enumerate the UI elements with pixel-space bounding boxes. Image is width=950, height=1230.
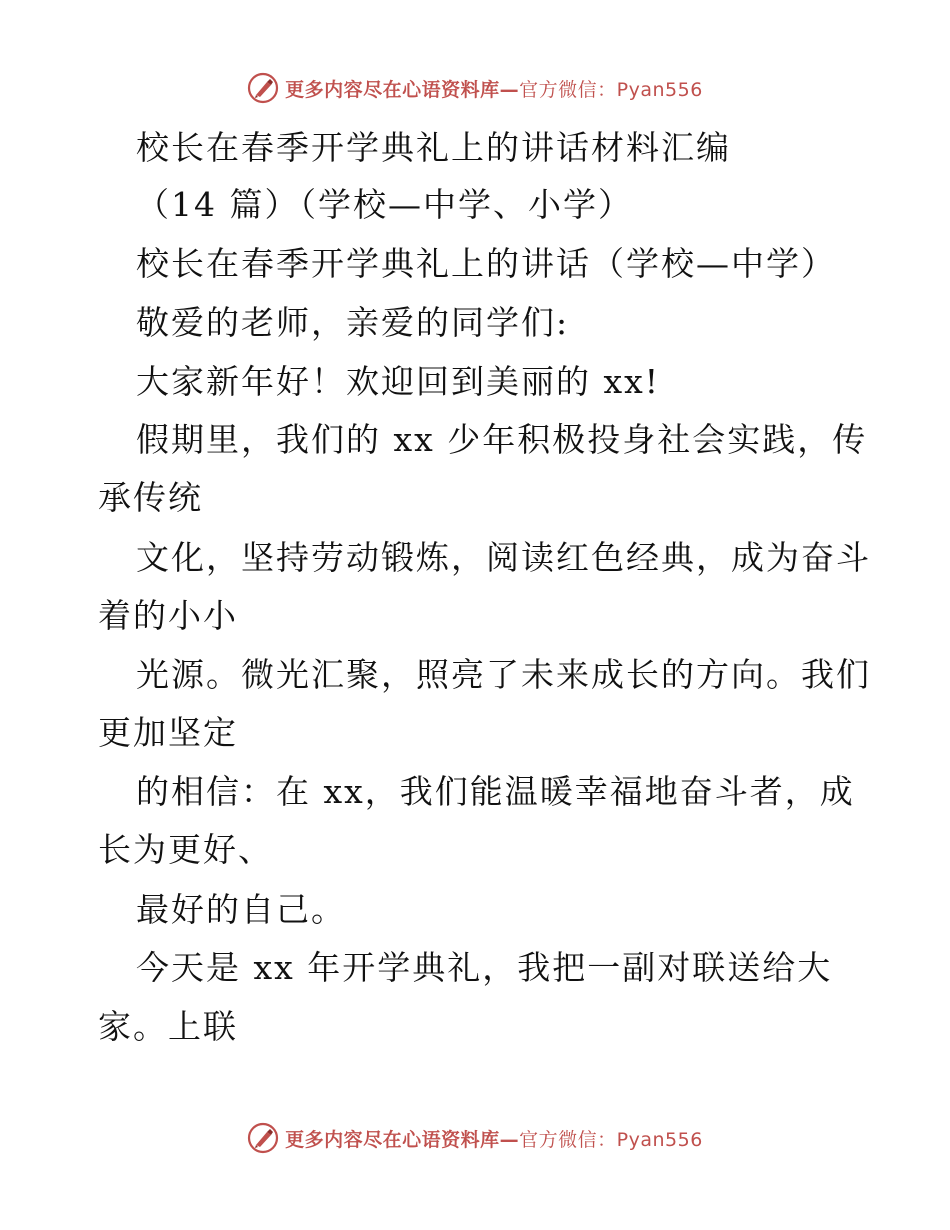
watermark-main: 更多内容尽在心语资料库— (285, 1128, 520, 1151)
doc-paragraph-line: 今天是 xx 年开学典礼，我把一副对联送给大 (136, 948, 833, 987)
watermark-wechat: 官方微信：Pyan556 (519, 78, 703, 101)
doc-paragraph-line: 的相信：在 xx，我们能温暖幸福地奋斗者，成 (136, 772, 855, 811)
doc-paragraph-line: 最好的自己。 (136, 890, 346, 929)
doc-paragraph-line: 长为更好、 (98, 830, 273, 869)
doc-paragraph-line: 大家新年好！欢迎回到美丽的 xx! (136, 362, 660, 401)
watermark-header (0, 72, 950, 104)
watermark-footer (0, 1122, 950, 1154)
watermark-main: 更多内容尽在心语资料库— (285, 78, 520, 101)
doc-paragraph-line: 光源。微光汇聚，照亮了未来成长的方向。我们 (136, 655, 871, 694)
doc-paragraph-line: 承传统 (98, 478, 203, 517)
pen-logo-icon (247, 72, 279, 104)
pen-logo-icon (247, 1122, 279, 1154)
doc-paragraph-line: 更加坚定 (98, 713, 238, 752)
doc-title-line-2: （14 篇）（学校—中学、小学） (136, 185, 633, 224)
watermark-text (285, 75, 703, 102)
watermark-text (285, 1125, 703, 1152)
doc-paragraph-line: 家。上联 (98, 1007, 238, 1046)
watermark-wechat: 官方微信：Pyan556 (519, 1128, 703, 1151)
doc-paragraph-line: 着的小小 (98, 596, 238, 635)
doc-subtitle: 校长在春季开学典礼上的讲话（学校—中学） (136, 244, 836, 283)
doc-paragraph-line: 文化，坚持劳动锻炼，阅读红色经典，成为奋斗 (136, 538, 871, 577)
doc-salutation: 敬爱的老师，亲爱的同学们: (136, 303, 570, 342)
doc-paragraph-line: 假期里，我们的 xx 少年积极投身社会实践，传 (136, 420, 868, 459)
doc-title-line-1: 校长在春季开学典礼上的讲话材料汇编 (136, 128, 731, 167)
